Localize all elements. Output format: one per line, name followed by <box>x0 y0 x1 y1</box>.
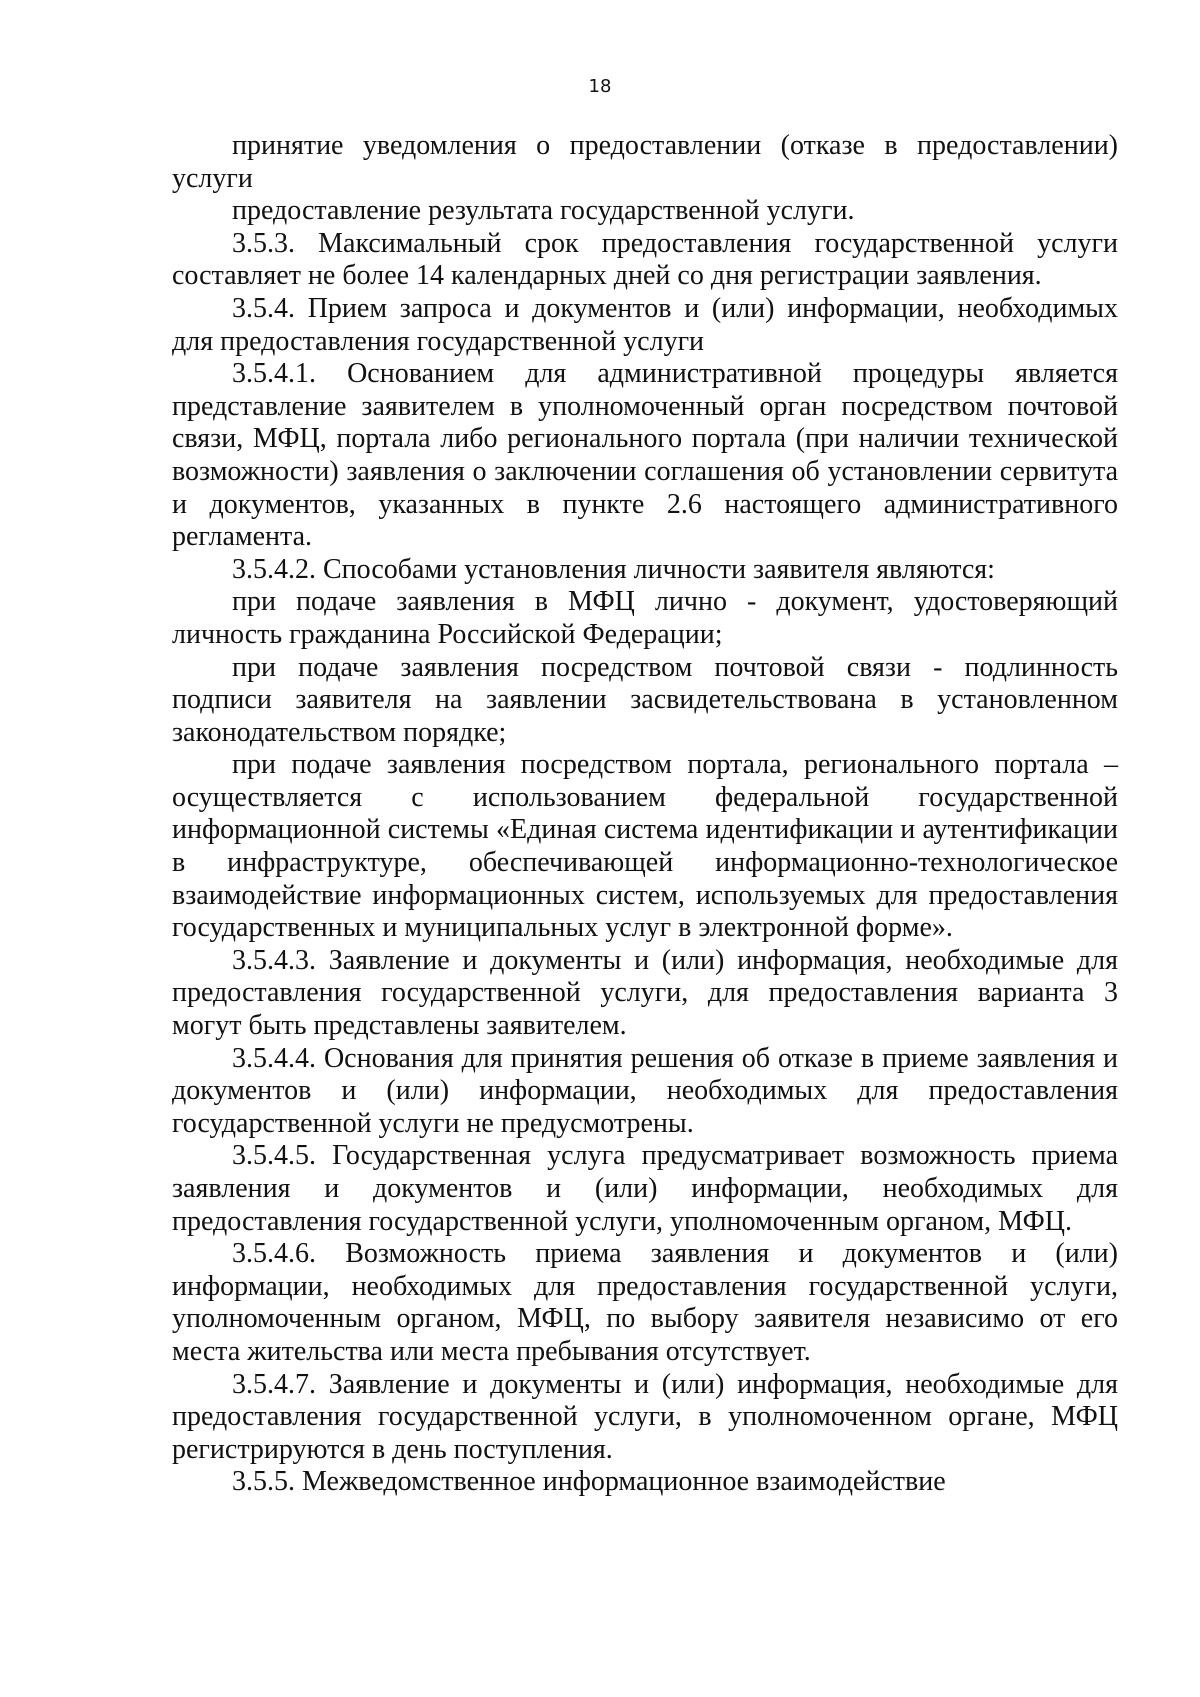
paragraph: 3.5.4. Прием запроса и документов и (или) информации, необходимых для предоставления государственной услуги <box>172 292 1118 357</box>
paragraph: 3.5.4.7. Заявление и документы и (или) информация, необходимые для предоставления государственной услуги, в уполномоченном органе, МФЦ регистрируются в день поступления. <box>172 1368 1118 1465</box>
paragraph: 3.5.4.1. Основанием для административной процедуры является представление заявителем в уполномоченный орган посредством почтовой связи, МФЦ, портала либо регионального портала (при наличии технической возможности) заявления о заключении соглашения об установлении сервитута и документов, указанных в пункте 2.6 настоящего административного регламента. <box>172 358 1118 553</box>
paragraph: 3.5.4.5. Государственная услуга предусматривает возможность приема заявления и документов и (или) информации, необходимых для предоставления государственной услуги, уполномоченным органом, МФЦ. <box>172 1140 1118 1237</box>
page-number: 18 <box>588 76 612 97</box>
paragraph: при подаче заявления посредством почтовой связи - подлинность подписи заявителя на заявлении засвидетельствована в установленном законодательством порядке; <box>172 651 1118 748</box>
paragraph: 3.5.4.3. Заявление и документы и (или) информация, необходимые для предоставления государственной услуги, для предоставления варианта 3 могут быть представлены заявителем. <box>172 944 1118 1042</box>
paragraph: 3.5.4.2. Способами установления личности заявителя являются: <box>232 553 995 585</box>
paragraph: принятие уведомления о предоставлении (отказе в предоставлении) услуги <box>172 130 1118 194</box>
paragraph: предоставление результата государственной услуги. <box>232 195 855 227</box>
paragraph: при подаче заявления в МФЦ лично - документ, удостоверяющий личность гражданина Российской Федерации; <box>172 586 1118 650</box>
document-body <box>172 130 1118 1499</box>
paragraph: 3.5.4.4. Основания для принятия решения об отказе в приеме заявления и документов и (или) информации, необходимых для предоставления государственной услуги не предусмотрены. <box>172 1042 1118 1139</box>
paragraph: при подаче заявления посредством портала, регионального портала – осуществляется с использованием федеральной государственной информационной системы «Единая система идентификации и аутентификации в инфраструктуре, обеспечивающей информационно-технологическое взаимодействие информационных систем, используемых для предоставления государственных и муниципальных услуг в электронной форме». <box>172 749 1118 944</box>
paragraph: 3.5.5. Межведомственное информационное взаимодействие <box>232 1466 946 1498</box>
paragraph: 3.5.4.6. Возможность приема заявления и документов и (или) информации, необходимых для предоставления государственной услуги, уполномоченным органом, МФЦ, по выбору заявителя независимо от его места жительства или места пребывания отсутствует. <box>172 1238 1118 1367</box>
paragraph: 3.5.3. Максимальный срок предоставления государственной услуги составляет не более 14 календарных дней со дня регистрации заявления. <box>172 227 1118 292</box>
